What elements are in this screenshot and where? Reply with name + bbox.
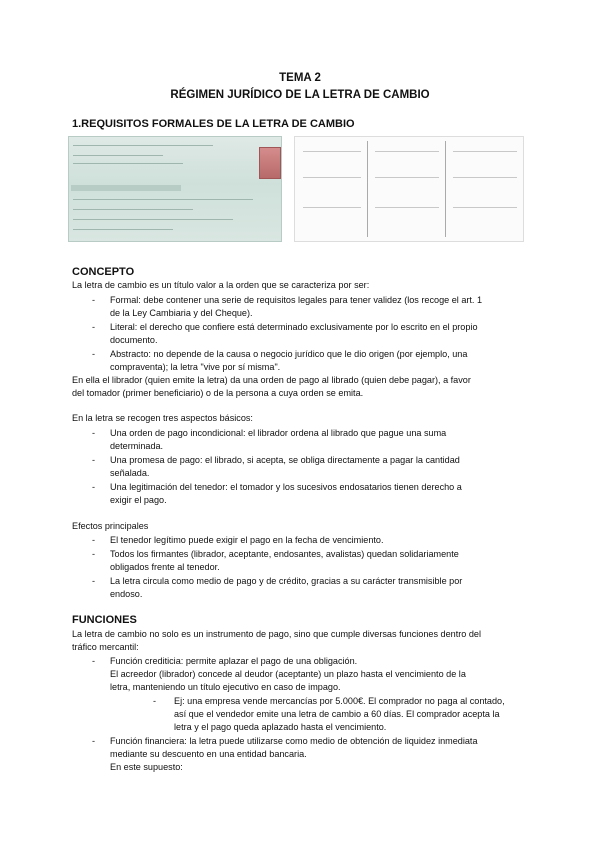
stamp-seal [259, 147, 281, 179]
list-item-line: Una orden de pago incondicional: el librador ordena al librado que pague una suma [110, 428, 447, 438]
list-dash: - [92, 656, 96, 666]
concepto-after-line: En ella el librador (quien emite la letra) da una orden de pago al librado (quien debe pagar), a favor [72, 375, 471, 385]
bill-of-exchange-back-image [294, 136, 524, 242]
list-item-line: El tenedor legítimo puede exigir el pago en la fecha de vencimiento. [110, 535, 384, 545]
list-item-line: mediante su descuento en una entidad bancaria. [110, 749, 307, 759]
list-item-line: La letra circula como medio de pago y de crédito, gracias a su carácter transmisible por [110, 576, 463, 586]
list-item-line: endoso. [110, 589, 143, 599]
concepto-intro: La letra de cambio es un título valor a la orden que se caracteriza por ser: [72, 280, 370, 290]
list-dash: - [92, 535, 96, 545]
list-item-line: letra, manteniendo un título ejecutivo en caso de impago. [110, 682, 341, 692]
example-line: así que el vendedor emite una letra de cambio a 60 días. El comprador acepta la [174, 709, 500, 719]
aspectos-intro: En la letra se recogen tres aspectos básicos: [72, 413, 253, 423]
list-item-line: Una promesa de pago: el librado, si acepta, se obliga directamente a pagar la cantidad [110, 455, 460, 465]
funciones-intro-line: tráfico mercantil: [72, 642, 139, 652]
section-heading-funciones: FUNCIONES [72, 614, 137, 626]
list-item-line: Función financiera: la letra puede utilizarse como medio de obtención de liquidez inmediata [110, 736, 478, 746]
list-item-line: exigir el pago. [110, 495, 167, 505]
list-dash: - [92, 455, 96, 465]
list-dash: - [153, 696, 157, 706]
doc-title-line1: TEMA 2 [279, 72, 321, 84]
list-item-line: compraventa); la letra "vive por sí misma". [110, 362, 281, 372]
efectos-heading: Efectos principales [72, 521, 149, 531]
list-item-line: Abstracto: no depende de la causa o negocio jurídico que le dio origen (por ejemplo, una [110, 349, 468, 359]
bill-of-exchange-front-image [68, 136, 282, 242]
list-item-line: Una legitimación del tenedor: el tomador y los sucesivos endosatarios tienen derecho a [110, 482, 462, 492]
example-line: letra y el pago queda aplazado hasta el vencimiento. [174, 722, 387, 732]
list-dash: - [92, 428, 96, 438]
list-dash: - [92, 549, 96, 559]
list-item-line: El acreedor (librador) concede al deudor (aceptante) un plazo hasta el vencimiento de la [110, 669, 466, 679]
list-item-line: Todos los firmantes (librador, aceptante, endosantes, avalistas) quedan solidariamente [110, 549, 459, 559]
list-dash: - [92, 295, 96, 305]
example-line: Ej: una empresa vende mercancías por 5.000€. El comprador no paga al contado, [174, 696, 505, 706]
funciones-intro-line: La letra de cambio no solo es un instrumento de pago, sino que cumple diversas funciones dentro del [72, 629, 481, 639]
list-dash: - [92, 349, 96, 359]
section-heading-requisitos: 1.REQUISITOS FORMALES DE LA LETRA DE CAMBIO [72, 118, 355, 130]
list-dash: - [92, 576, 96, 586]
section-heading-concepto: CONCEPTO [72, 266, 135, 278]
doc-title-line2: RÉGIMEN JURÍDICO DE LA LETRA DE CAMBIO [170, 89, 430, 101]
list-item-line: señalada. [110, 468, 150, 478]
list-item-line: determinada. [110, 441, 164, 451]
list-item-line: de la Ley Cambiaria y del Cheque). [110, 308, 253, 318]
list-item-line: Literal: el derecho que confiere está determinado exclusivamente por lo escrito en el propio [110, 322, 478, 332]
list-dash: - [92, 736, 96, 746]
list-item-line: documento. [110, 335, 158, 345]
list-item-line: obligados frente al tenedor. [110, 562, 220, 572]
concepto-after-line: del tomador (primer beneficiario) o de la persona a cuya orden se emita. [72, 388, 364, 398]
list-item-line: Formal: debe contener una serie de requisitos legales para tener validez (los recoge el art. 1 [110, 295, 483, 305]
list-dash: - [92, 322, 96, 332]
list-dash: - [92, 482, 96, 492]
list-item-line: En este supuesto: [110, 762, 183, 772]
list-item-line: Función crediticia: permite aplazar el pago de una obligación. [110, 656, 358, 666]
